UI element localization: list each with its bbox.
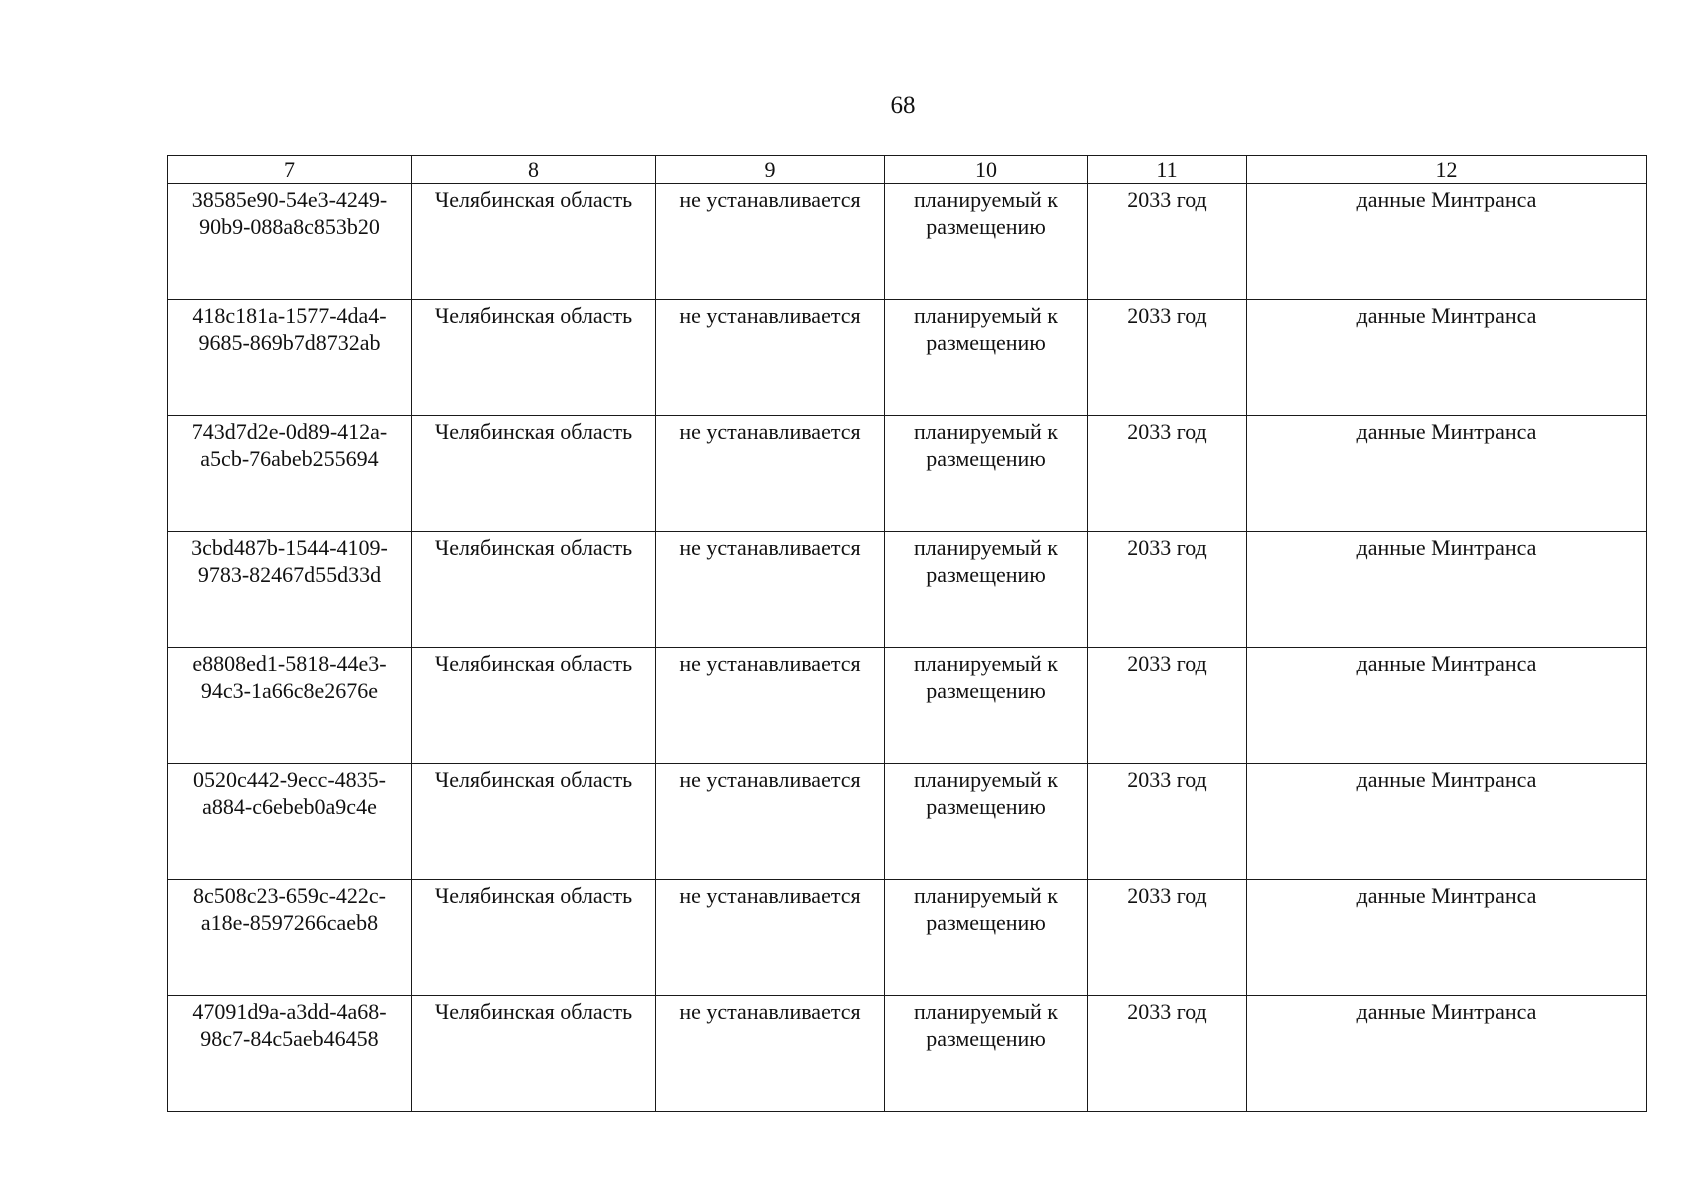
id-line: 90b9-088a8c853b20: [199, 214, 380, 239]
status-cell: не устанавливается: [656, 648, 885, 764]
state-cell: [885, 880, 1088, 996]
source-cell: данные Минтранса: [1247, 300, 1647, 416]
id-line: 8c508c23-659c-422c-: [192, 883, 387, 908]
id-line: 743d7d2e-0d89-412a-: [191, 419, 388, 444]
state-line: планируемый к: [914, 883, 1058, 908]
state-line: размещению: [926, 678, 1046, 703]
year-cell: 2033 год: [1088, 880, 1247, 996]
state-line: размещению: [926, 1026, 1046, 1051]
id-line: a884-c6ebeb0a9c4e: [202, 794, 377, 819]
source-cell: данные Минтранса: [1247, 764, 1647, 880]
id-cell: [168, 880, 412, 996]
state-cell: [885, 996, 1088, 1112]
header-row: [168, 156, 1647, 184]
column-header: 8: [412, 156, 656, 184]
year-cell: 2033 год: [1088, 300, 1247, 416]
id-cell: [168, 764, 412, 880]
region-cell: Челябинская область: [412, 532, 656, 648]
state-line: планируемый к: [914, 651, 1058, 676]
id-cell: [168, 648, 412, 764]
status-cell: не устанавливается: [656, 184, 885, 300]
state-cell: [885, 416, 1088, 532]
status-cell: не устанавливается: [656, 996, 885, 1112]
id-line: 94c3-1a66c8e2676e: [200, 678, 379, 703]
state-cell: [885, 184, 1088, 300]
table-row: [168, 764, 1647, 880]
id-line: 418c181a-1577-4da4-: [192, 303, 387, 328]
table-header: [168, 156, 1647, 184]
year-cell: 2033 год: [1088, 764, 1247, 880]
status-cell: не устанавливается: [656, 532, 885, 648]
id-cell: [168, 184, 412, 300]
id-line: e8808ed1-5818-44e3-: [192, 651, 387, 676]
id-line: 9685-869b7d8732ab: [198, 330, 381, 355]
status-cell: не устанавливается: [656, 880, 885, 996]
id-line: a18e-8597266caeb8: [200, 910, 379, 935]
column-header: 9: [656, 156, 885, 184]
state-cell: [885, 764, 1088, 880]
page-number: 68: [890, 92, 916, 119]
id-line: 3cbd487b-1544-4109-: [191, 535, 388, 560]
status-cell: не устанавливается: [656, 764, 885, 880]
state-line: планируемый к: [914, 187, 1058, 212]
year-cell: 2033 год: [1088, 996, 1247, 1112]
state-line: планируемый к: [914, 303, 1058, 328]
region-cell: Челябинская область: [412, 880, 656, 996]
region-cell: Челябинская область: [412, 300, 656, 416]
year-cell: 2033 год: [1088, 532, 1247, 648]
state-line: размещению: [926, 214, 1046, 239]
region-cell: Челябинская область: [412, 416, 656, 532]
state-line: размещению: [926, 446, 1046, 471]
table-body: [168, 184, 1647, 1112]
state-line: планируемый к: [914, 999, 1058, 1024]
state-cell: [885, 532, 1088, 648]
id-line: 0520c442-9ecc-4835-: [192, 767, 387, 792]
id-cell: [168, 416, 412, 532]
data-table: [167, 155, 1647, 1112]
column-header: 12: [1247, 156, 1647, 184]
id-cell: [168, 532, 412, 648]
state-line: размещению: [926, 330, 1046, 355]
region-cell: Челябинская область: [412, 764, 656, 880]
state-cell: [885, 648, 1088, 764]
year-cell: 2033 год: [1088, 648, 1247, 764]
table-row: [168, 184, 1647, 300]
status-cell: не устанавливается: [656, 416, 885, 532]
year-cell: 2033 год: [1088, 184, 1247, 300]
source-cell: данные Минтранса: [1247, 532, 1647, 648]
table-row: [168, 648, 1647, 764]
id-cell: [168, 996, 412, 1112]
region-cell: Челябинская область: [412, 184, 656, 300]
table-row: [168, 416, 1647, 532]
region-cell: Челябинская область: [412, 996, 656, 1112]
column-header: 7: [168, 156, 412, 184]
state-line: планируемый к: [914, 419, 1058, 444]
state-line: планируемый к: [914, 535, 1058, 560]
source-cell: данные Минтранса: [1247, 184, 1647, 300]
source-cell: данные Минтранса: [1247, 416, 1647, 532]
id-line: 38585e90-54e3-4249-: [191, 187, 388, 212]
table-row: [168, 880, 1647, 996]
id-line: a5cb-76abeb255694: [200, 446, 379, 471]
state-line: размещению: [926, 562, 1046, 587]
column-header: 10: [885, 156, 1088, 184]
region-cell: Челябинская область: [412, 648, 656, 764]
id-cell: [168, 300, 412, 416]
status-cell: не устанавливается: [656, 300, 885, 416]
source-cell: данные Минтранса: [1247, 648, 1647, 764]
state-line: планируемый к: [914, 767, 1058, 792]
column-header: 11: [1088, 156, 1247, 184]
state-cell: [885, 300, 1088, 416]
id-line: 98c7-84c5aeb46458: [200, 1026, 379, 1051]
source-cell: данные Минтранса: [1247, 880, 1647, 996]
source-cell: данные Минтранса: [1247, 996, 1647, 1112]
table-row: [168, 996, 1647, 1112]
year-cell: 2033 год: [1088, 416, 1247, 532]
table-row: [168, 532, 1647, 648]
id-line: 47091d9a-a3dd-4a68-: [192, 999, 387, 1024]
table-row: [168, 300, 1647, 416]
id-line: 9783-82467d55d33d: [197, 562, 382, 587]
state-line: размещению: [926, 910, 1046, 935]
state-line: размещению: [926, 794, 1046, 819]
